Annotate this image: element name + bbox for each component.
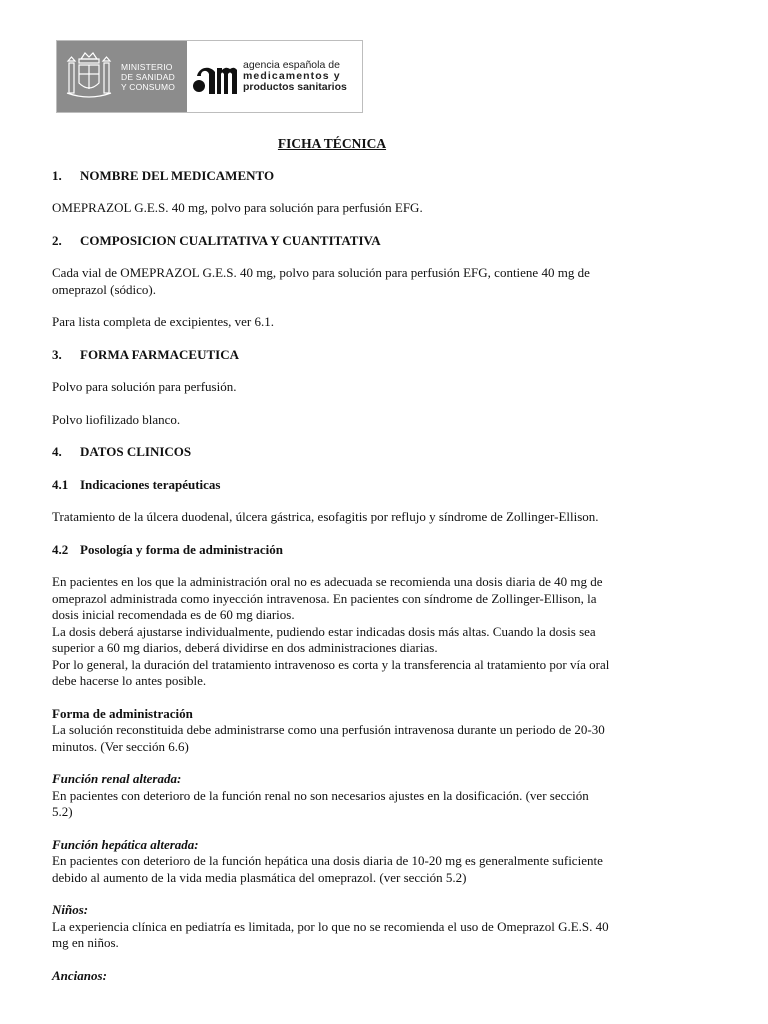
coat-of-arms-icon [65,49,113,105]
children-block [52,902,612,952]
document-title: FICHA TÉCNICA [277,136,387,151]
paragraph: OMEPRAZOL G.E.S. 40 mg, polvo para solución para perfusión EFG. [52,200,423,215]
subsection-number: 4.1 [52,476,69,492]
elderly-label: Ancianos: [52,967,107,983]
section-title: DATOS CLINICOS [80,444,192,459]
section-heading [52,233,612,250]
section-heading [52,347,612,364]
paragraph: En pacientes con deterioro de la función hepática una dosis diaria de 10-20 mg es generalmente suficiente debido al aumento de la vida media plasmática del omeprazol. (ver sección 5.2) [52,853,603,885]
section-heading [52,168,612,185]
paragraph: La dosis deberá ajustarse individualmente, pudiendo estar indicadas dosis más altas. Cuando la dosis sea superior a 60 mg diarios, deberá dividirse en dos administraciones diarias. [52,623,596,655]
section-number: 2. [52,232,62,248]
subsection-heading [52,542,612,559]
paragraph: Polvo liofilizado blanco. [52,411,181,427]
section-title: FORMA FARMACEUTICA [80,346,239,362]
paragraph: Tratamiento de la úlcera duodenal, úlcera gástrica, esofagitis por reflujo y síndrome de Zollinger-Ellison. [52,509,599,524]
agency-logo [187,41,362,112]
document-body [52,136,612,1000]
section-title: NOMBRE DEL MEDICAMENTO [80,167,275,183]
paragraph: En pacientes en los que la administración oral no es adecuada se recomienda una dosis diaria de 40 mg de omeprazol administrada como inyección intravenosa. En pacientes con síndrome de Zollinger-Ellison, la dosis inicial recomendada es de 60 mg diarios. [52,574,603,622]
subsection-title: Indicaciones terapéuticas [80,476,221,492]
agency-name [243,60,347,93]
subsection-heading [52,477,612,494]
renal-block [52,771,612,821]
section-heading [52,444,612,461]
ministry-line: MINISTERIO [121,61,173,72]
paragraph: En pacientes con deterioro de la función renal no son necesarios ajustes en la dosificación. (ver sección 5.2) [52,787,589,819]
paragraph: Polvo para solución para perfusión. [52,379,237,394]
admin-block [52,706,612,756]
children-label: Niños: [52,902,89,917]
admin-label: Forma de administración [52,705,193,721]
section-number: 1. [52,167,62,183]
agency-line: agencia española de [243,59,340,71]
paragraph: Para lista completa de excipientes, ver 6.1. [52,314,275,329]
paragraph: Cada vial de OMEPRAZOL G.E.S. 40 mg, polvo para solución para perfusión EFG, contiene 40 mg de omeprazol (sódico). [52,265,590,297]
elderly-block [52,968,612,985]
dosage-block [52,574,612,690]
header-logo-block [56,40,363,113]
ministry-line: DE SANIDAD [121,71,175,82]
ministry-logo [57,41,187,112]
paragraph: La experiencia clínica en pediatría es limitada, por lo que no se recomienda el uso de Omeprazol G.E.S. 40 mg en niños. [52,918,609,950]
subsection-title: Posología y forma de administración [80,541,283,557]
agency-line: productos sanitarios [243,81,347,93]
section-title: COMPOSICION CUALITATIVA Y CUANTITATIVA [80,232,381,248]
section-number: 3. [52,346,62,362]
hepatic-label: Función hepática alterada: [52,836,199,852]
paragraph: Por lo general, la duración del tratamiento intravenoso es corta y la transferencia al tratamiento por vía oral debe hacerse lo antes posible. [52,656,610,688]
am-logo-icon [193,60,237,94]
ministry-name [121,62,175,92]
agency-line: medicamentos y [243,70,341,82]
renal-label: Función renal alterada: [52,771,182,786]
subsection-number: 4.2 [52,541,69,557]
ministry-line: Y CONSUMO [121,81,176,92]
section-number: 4. [52,444,62,459]
hepatic-block [52,837,612,887]
paragraph: La solución reconstituida debe administrarse como una perfusión intravenosa durante un periodo de 20-30 minutos. (Ver sección 6.6) [52,722,605,754]
